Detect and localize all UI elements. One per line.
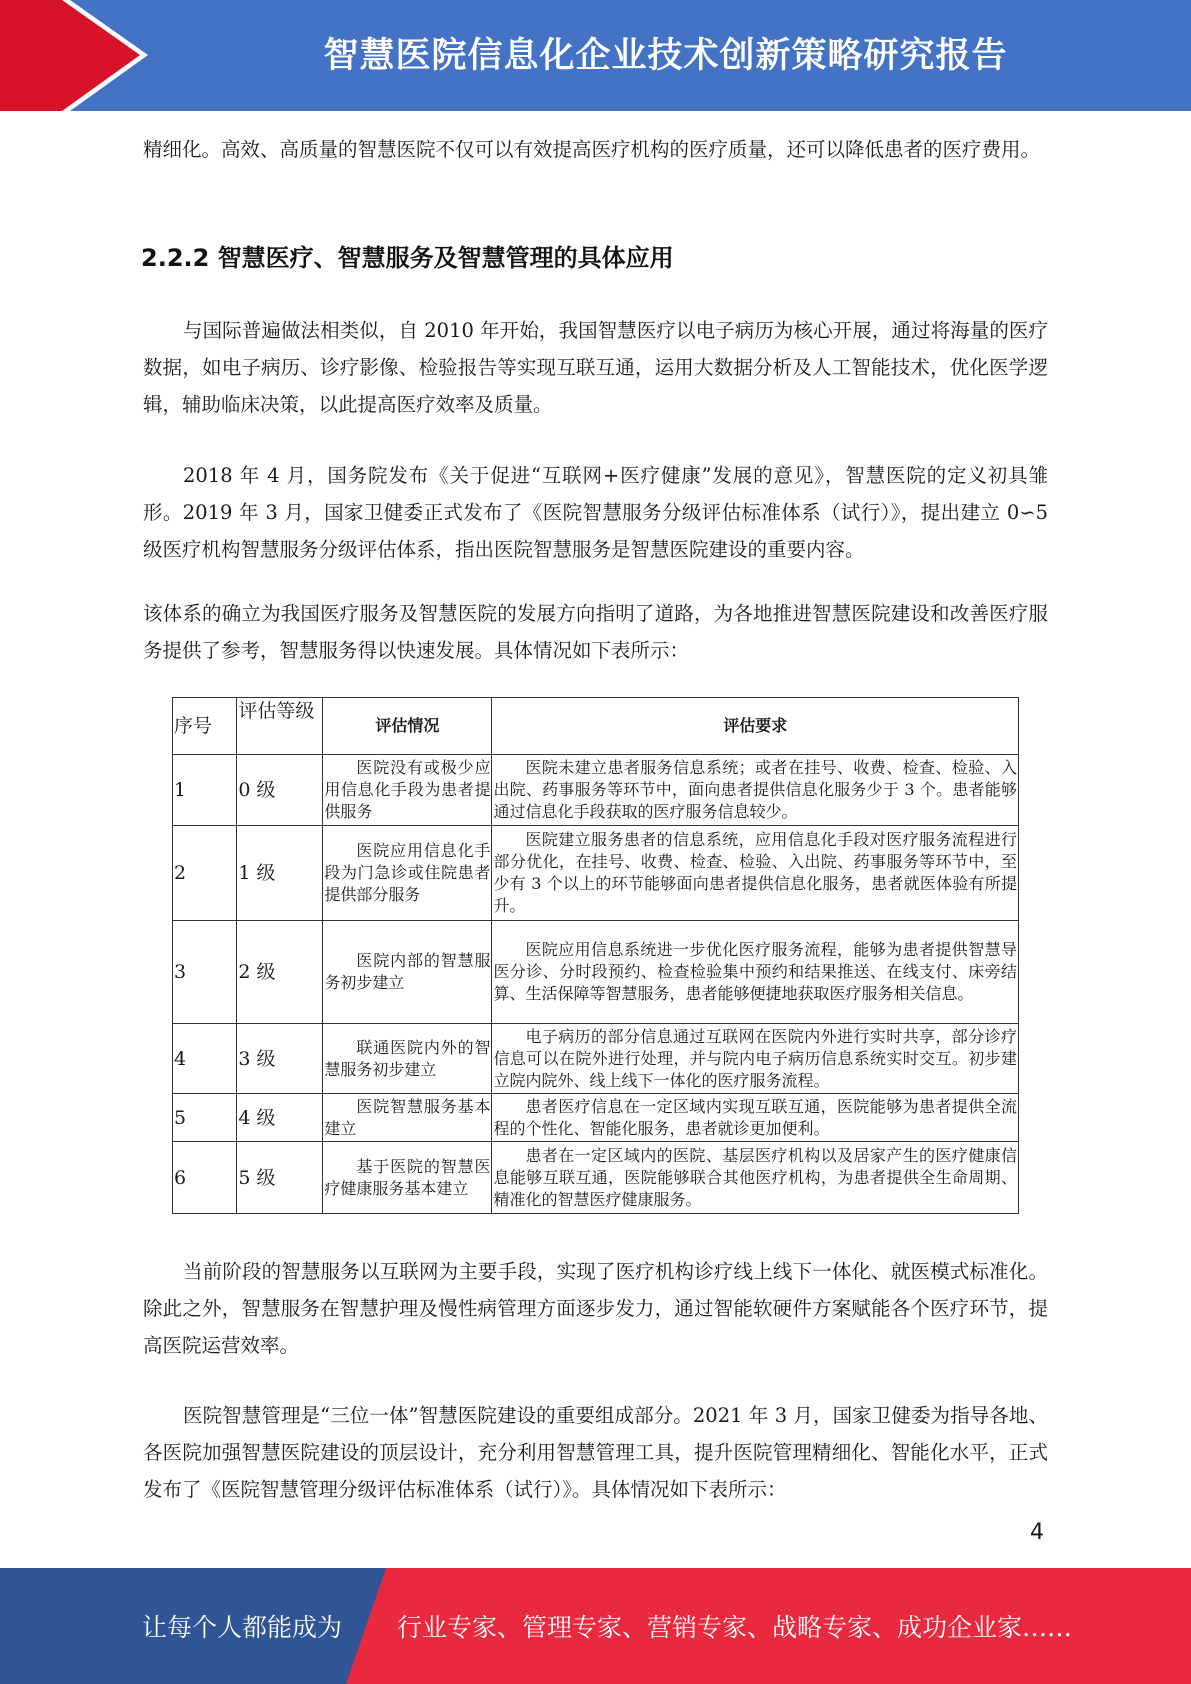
paragraph-intro-continuation: 精细化。高效、高质量的智慧医院不仅可以有效提高医疗机构的医疗质量，还可以降低患者的医疗费用。 — [143, 138, 1041, 161]
table-row — [173, 826, 1019, 921]
table-row — [173, 1024, 1019, 1094]
paragraph-smart-management: 医院智慧管理是“三位一体”智慧医院建设的重要组成部分。2021 年 3 月，国家卫健委为指导各地、各医院加强智慧医院建设的顶层设计，充分利用智慧管理工具，提升医院管理精细化、智能化水平，正式发布了《医院智慧管理分级评估标准体系（试行）》。具体情况如下表所示： — [143, 1404, 1048, 1501]
row-level: 3 级 — [237, 1024, 323, 1094]
table-row — [173, 755, 1019, 826]
row-no: 3 — [173, 921, 237, 1024]
row-level: 1 级 — [237, 826, 323, 921]
row-level: 5 级 — [237, 1142, 323, 1214]
row-status: 联通医院内外的智慧服务初步建立 — [323, 1024, 492, 1094]
row-level: 0 级 — [237, 755, 323, 826]
row-status: 医院没有或极少应用信息化手段为患者提供服务 — [323, 755, 492, 826]
row-requirement: 电子病历的部分信息通过互联网在医院内外进行实时共享，部分诊疗信息可以在院外进行处理，并与院内电子病历信息系统实时交互。初步建立院内院外、线上线下一体化的医疗服务流程。 — [492, 1024, 1019, 1094]
header-cell-requirement: 评估要求 — [492, 698, 1019, 755]
row-no: 6 — [173, 1142, 237, 1214]
row-requirement: 医院应用信息系统进一步优化医疗服务流程，能够为患者提供智慧导医分诊、分时段预约、检查检验集中预约和结果推送、在线支付、床旁结算、生活保障等智慧服务，患者能够便捷地获取医疗服务相关信息。 — [492, 921, 1019, 1024]
paragraph-policy: 2018 年 4 月，国务院发布《关于促进“互联网+医疗健康”发展的意见》，智慧医院的定义初具雏形。2019 年 3 月，国家卫健委正式发布了《医院智慧服务分级评估标准体系（试行）》，提出建立 0∽5 级医疗机构智慧服务分级评估体系，指出医院智慧服务是智慧医院建设的重要内容。 — [143, 464, 1048, 561]
evaluation-table — [172, 697, 1019, 1214]
row-level: 2 级 — [237, 921, 323, 1024]
page-footer — [0, 1568, 1191, 1684]
section-heading: 2.2.2 智慧医疗、智慧服务及智慧管理的具体应用 — [141, 244, 674, 272]
row-requirement: 医院未建立患者服务信息系统；或者在挂号、收费、检查、检验、入出院、药事服务等环节中，面向患者提供信息化服务少于 3 个。患者能够通过信息化手段获取的医疗服务信息较少。 — [492, 755, 1019, 826]
row-status: 基于医院的智慧医疗健康服务基本建立 — [323, 1142, 492, 1214]
row-no: 2 — [173, 826, 237, 921]
paragraph-smart-medical: 与国际普遍做法相类似，自 2010 年开始，我国智慧医疗以电子病历为核心开展，通过将海量的医疗数据，如电子病历、诊疗影像、检验报告等实现互联互通，运用大数据分析及人工智能技术，优化医学逻辑，辅助临床决策，以此提高医疗效率及质量。 — [143, 319, 1048, 416]
row-status: 医院内部的智慧服务初步建立 — [323, 921, 492, 1024]
row-no: 1 — [173, 755, 237, 826]
header-cell-level: 评估等级 — [237, 698, 323, 755]
header-cell-status: 评估情况 — [323, 698, 492, 755]
table-row — [173, 1142, 1019, 1214]
row-requirement: 患者医疗信息在一定区域内实现互联互通，医院能够为患者提供全流程的个性化、智能化服务，患者就诊更加便利。 — [492, 1094, 1019, 1142]
page-number: 4 — [1030, 1520, 1044, 1545]
report-title: 智慧医院信息化企业技术创新策略研究报告 — [323, 36, 1008, 76]
footer-slogan-left: 让每个人都能成为 — [142, 1613, 343, 1642]
row-requirement: 患者在一定区域内的医院、基层医疗机构以及居家产生的医疗健康信息能够互联互通，医院能够联合其他医疗机构，为患者提供全生命周期、精准化的智慧医疗健康服务。 — [492, 1142, 1019, 1214]
row-requirement: 医院建立服务患者的信息系统，应用信息化手段对医疗服务流程进行部分优化，在挂号、收费、检查、检验、入出院、药事服务等环节中，至少有 3 个以上的环节能够面向患者提供信息化服务，患者就医体验有所提升。 — [492, 826, 1019, 921]
paragraph-smart-service: 当前阶段的智慧服务以互联网为主要手段，实现了医疗机构诊疗线上线下一体化、就医模式标准化。除此之外，智慧服务在智慧护理及慢性病管理方面逐步发力，通过智能软硬件方案赋能各个医疗环节，提高医院运营效率。 — [143, 1260, 1048, 1357]
row-no: 5 — [173, 1094, 237, 1142]
row-level: 4 级 — [237, 1094, 323, 1142]
row-status: 医院应用信息化手段为门急诊或住院患者提供部分服务 — [323, 826, 492, 921]
table-header-row — [173, 698, 1019, 755]
header-cell-no: 序号 — [173, 698, 237, 755]
table-row — [173, 921, 1019, 1024]
paragraph-table-intro: 该体系的确立为我国医疗服务及智慧医院的发展方向指明了道路，为各地推进智慧医院建设和改善医疗服务提供了参考，智慧服务得以快速发展。具体情况如下表所示： — [143, 602, 1048, 662]
row-no: 4 — [173, 1024, 237, 1094]
footer-slogan-right: 行业专家、管理专家、营销专家、战略专家、成功企业家…… — [397, 1613, 1073, 1642]
table-row — [173, 1094, 1019, 1142]
page-header — [0, 0, 1191, 111]
header-arrow-icon — [0, 0, 160, 111]
row-status: 医院智慧服务基本建立 — [323, 1094, 492, 1142]
